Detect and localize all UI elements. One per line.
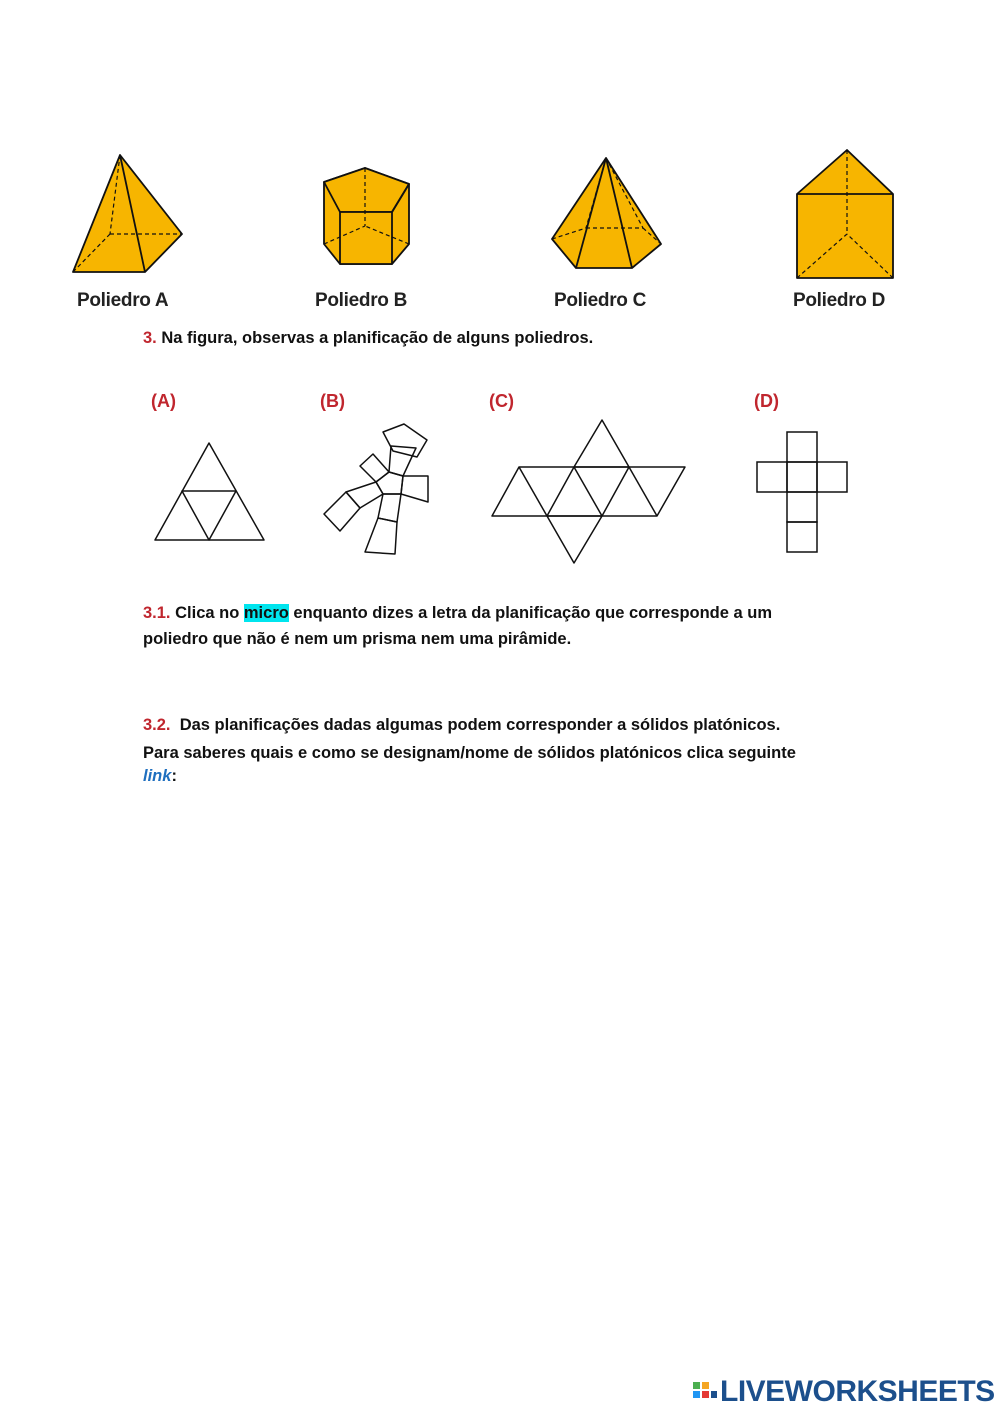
pentagonal-pyramid-icon [552,158,661,268]
nets-figure [0,410,1000,570]
net-a-label: (A) [151,391,176,411]
question-3-1 [143,600,863,652]
polyhedron-b-label: Poliedro B [315,290,408,311]
question-3-1-line2: poliedro que não é nem um prisma nem uma pirâmide. [143,630,572,648]
pentagon-square-net-icon [324,424,428,554]
question-3-number: 3. [143,329,157,347]
question-3-1-number: 3.1. [143,604,171,622]
square-pyramid-icon [73,155,182,272]
question-3-2 [143,712,863,786]
liveworksheets-brand [692,1375,995,1409]
question-3-2-number: 3.2. [143,716,171,734]
liveworksheets-logo-icon [692,1379,718,1405]
pentagonal-prism-icon [324,168,409,264]
question-3 [143,325,593,351]
cube-net-icon [757,432,847,552]
polyhedron-c-label: Poliedro C [554,290,647,311]
net-b-label: (B) [320,391,345,411]
question-3-2-line2: Para saberes quais e como se designam/nome de sólidos platónicos clica seguinte [143,744,796,762]
polyhedron-d-label: Poliedro D [793,290,886,311]
brand-name: LIVEWORKSHEETS [720,1375,995,1408]
question-3-text: Na figura, observas a planificação de alguns poliedros. [156,329,594,347]
question-3-2-line1: Das planificações dadas algumas podem corresponder a sólidos platónicos. [170,716,781,734]
octahedron-net-icon [492,420,685,563]
tetrahedron-net-icon [155,443,264,540]
question-3-1-text-pre: Clica no [170,604,244,622]
link-colon: : [171,767,177,785]
polyhedron-a-label: Poliedro A [77,290,169,311]
triangular-prism-icon [797,150,893,278]
net-d-label: (D) [754,391,779,411]
platonic-solids-link[interactable]: link [143,767,172,785]
question-3-1-text-post: enquanto dizes a letra da planificação que corresponde a um [288,604,773,622]
polyhedra-figure [0,140,1000,290]
micro-highlight[interactable]: micro [243,604,289,622]
net-c-label: (C) [489,391,514,411]
